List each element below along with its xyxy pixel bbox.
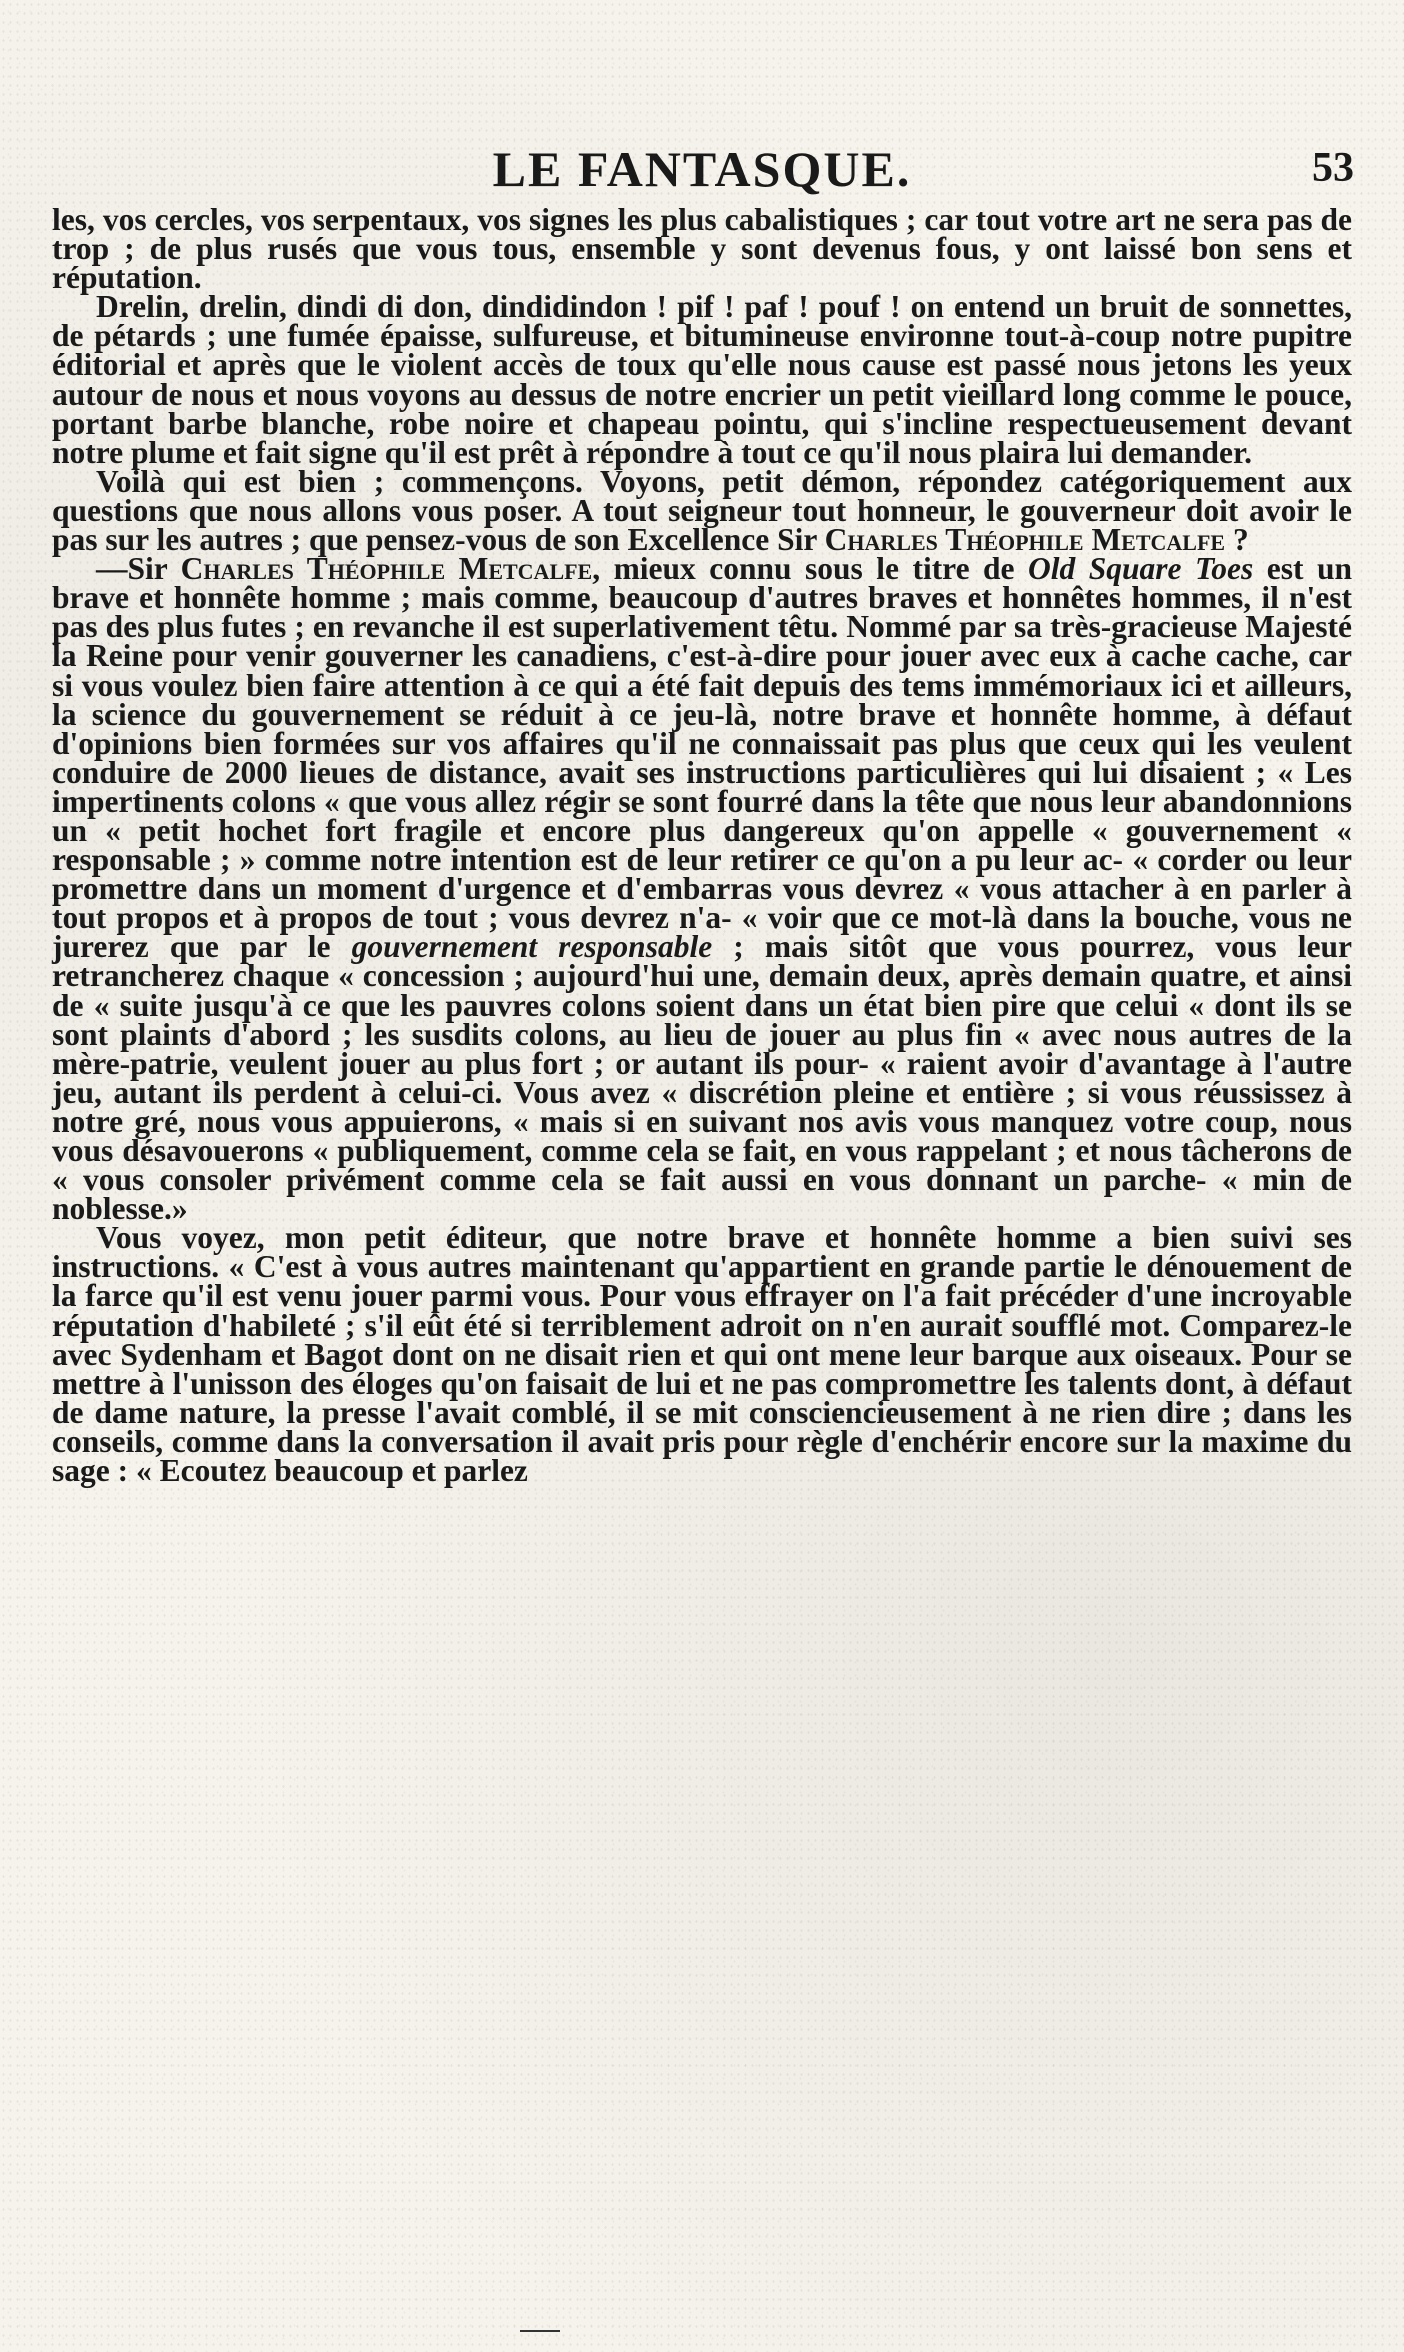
italic-term: gouvernement responsable <box>351 929 713 965</box>
text-span: ; mais sitôt que vous pourrez, vous leur retrancherez chaque « concession ; aujourd'hui une, demain deux, après demain quatre, et ainsi de « suite jusqu'à ce que les pauvres colons soient dans un état bien pire que celui « dont ils se sont plaints d'abord ; les susdits colons, au lieu de jouer au plus fin « avec nous autres de la mère-patrie, veulent jouer au plus fort ; or autant ils pour- « raient avoir d'avantage à l'autre jeu, autant ils perdent à celui-ci. Vous avez « discrétion pleine et entière ; si vous réussissez à notre gré, nous vous appuierons, « mais si en suivant nos avis vous manquez votre coup, nous vous désavouerons « publiquement, comme cela se fait, en vous rappelant ; et nous tâcherons de « vous consoler privément comme cela se fait aussi en vous donnant un parche- « min de noblesse.» <box>52 929 1352 1227</box>
running-title: LE FANTASQUE. <box>492 141 912 197</box>
paragraph: les, vos cercles, vos serpentaux, vos signes les plus cabalistiques ; car tout votre art ne sera pas de trop ; de plus rusés que vous tous, ensemble y sont devenus fous, y ont laissé bon sens et réputation. <box>52 202 1352 296</box>
text-span: —Sir <box>96 551 181 587</box>
nickname: Old Square Toes <box>1028 551 1254 587</box>
paragraph <box>52 463 1352 558</box>
paragraph: Drelin, drelin, dindi di don, dindidindon ! pif ! paf ! pouf ! on entend un bruit de sonnettes, de pétards ; une fumée épaisse, sulfureuse, et bitumineuse environne tout-à-coup notre pupitre éditorial et après que le violent accès de toux qu'elle nous cause est passé nous jetons les yeux autour de nous et nous voyons au dessus de notre encrier un petit vieillard long comme le pouce, portant barbe blanche, robe noire et chapeau pointu, qui s'incline respectueusement devant notre plume et fait signe qu'il est prêt à répondre à tout ce qu'il nous plaira lui demander. <box>52 289 1352 470</box>
text-span: est un brave et honnête homme ; mais comme, beaucoup d'autres braves et honnêtes hommes, il n'est pas des plus futes ; en revanche il est superlativement têtu. Nommé par sa très-gracieuse Majesté la Reine pour venir gouverner les canadiens, c'est-à-dire pour jouer avec eux à cache cache, car si vous voulez bien faire attention à ce qui a été fait depuis des tems immémoriaux ici et ailleurs, la science du gouvernement se réduit à ce jeu-là, notre brave et honnête homme, à défaut d'opinions bien formées sur vos affaires qu'il ne connaissait pas plus que ceux qui les veulent conduire de 2000 lieues de distance, avait ses instructions particulières qui lui disaient ; « Les impertinents colons « que vous allez régir se sont fourré dans la tête que nous leur abandonnions un « petit hochet fort fragile et encore plus dangereux qu'on appelle « gouvernement « responsable ; » comme notre intention est de leur retirer ce qu'on a pu leur ac- « corder ou leur promettre dans un moment d'urgence et d'embarras vous devrez « vous attacher à en parler à tout propos et à propos de tout ; vous devrez n'a- « voir que ce mot-là dans la bouche, vous ne jurerez que par le <box>52 551 1352 965</box>
print-mark <box>520 2330 560 2332</box>
text-span: ? <box>1225 522 1249 558</box>
person-name: Charles Théophile Metcalfe <box>180 551 593 587</box>
body-text <box>52 202 1352 1489</box>
paragraph <box>52 551 1352 1227</box>
page-header <box>0 140 1404 200</box>
text-span: , mieux connu sous le titre de <box>592 551 1028 587</box>
text-span: Voilà qui est bien ; commençons. Voyons, petit démon, répondez catégoriquement aux questions que nous allons vous poser. A tout seigneur tout honneur, le gouverneur doit avoir le pas sur les autres ; que pensez-vous de son Excellence Sir <box>52 463 1352 558</box>
page-number: 53 <box>1312 145 1354 191</box>
paragraph: Vous voyez, mon petit éditeur, que notre brave et honnête homme a bien suivi ses instructions. « C'est à vous autres maintenant qu'appartient en grande partie le dénouement de la farce qu'il est venu jouer parmi vous. Pour vous effrayer on l'a fait précéder d'une incroyable réputation d'habileté ; s'il eût été si terriblement adroit on n'en aurait soufflé mot. Comparez-le avec Sydenham et Bagot dont on ne disait rien et qui ont mene leur barque aux oiseaux. Pour se mettre à l'unisson des éloges qu'on faisait de lui et ne pas compromettre les talents dont, à défaut de dame nature, la presse l'avait comblé, il se mit consciencieusement à ne rien dire ; dans les conseils, comme dans la conversation il avait pris pour règle d'enchérir encore sur la maxime du sage : « Ecoutez beaucoup et parlez <box>52 1220 1352 1489</box>
person-name: Charles Théophile Metcalfe <box>824 522 1226 558</box>
